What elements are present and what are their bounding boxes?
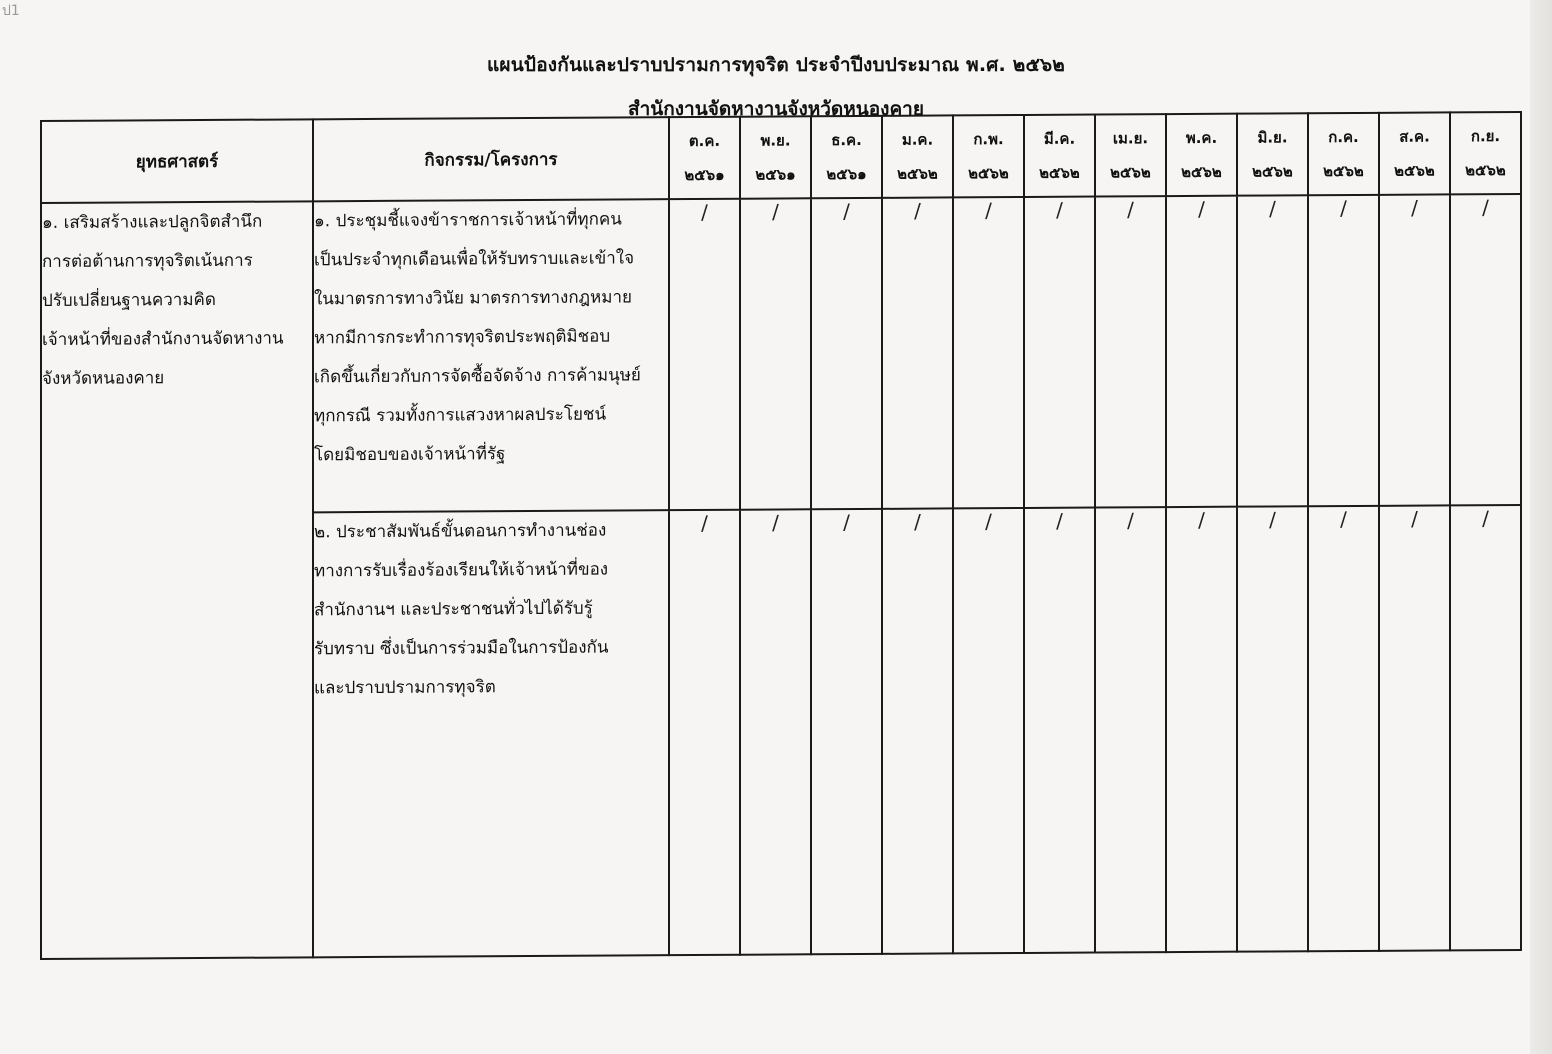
month-header-feb xyxy=(953,115,1024,197)
schedule-mark: / xyxy=(1024,197,1095,508)
schedule-mark: / xyxy=(1379,194,1450,505)
month-year: ๒๕๖๒ xyxy=(1323,161,1364,181)
schedule-mark: / xyxy=(953,197,1024,508)
month-year: ๒๕๖๑ xyxy=(755,165,796,184)
schedule-mark: / xyxy=(1450,505,1521,950)
strategy-cell: ๑. เสริมสร้างและปลูกจิตสำนึก การต่อต้านการทุจริตเน้นการ ปรับเปลี่ยนฐานความคิด เจ้าหน้าที่ของสำนักงานจัดหางาน จังหวัดหนองคาย xyxy=(41,201,313,959)
document-subtitle: สำนักงานจัดหางานจังหวัดหนองคาย xyxy=(628,98,924,120)
schedule-mark: / xyxy=(1166,196,1237,507)
schedule-mark: / xyxy=(953,508,1024,953)
schedule-mark: / xyxy=(1237,195,1308,506)
schedule-mark: / xyxy=(1308,506,1379,951)
month-name: ก.พ. xyxy=(973,130,1004,149)
month-header-apr xyxy=(1095,114,1166,196)
schedule-mark: / xyxy=(1308,195,1379,506)
month-name: ก.ย. xyxy=(1470,127,1501,146)
schedule-mark: / xyxy=(1095,196,1166,507)
month-name: พ.ย. xyxy=(760,131,791,150)
schedule-mark: / xyxy=(1237,506,1308,951)
schedule-mark: / xyxy=(669,510,740,955)
activity-header: กิจกรรม/โครงการ xyxy=(313,117,669,201)
month-header-sep xyxy=(1450,112,1521,194)
month-header-nov xyxy=(740,116,811,198)
schedule-mark: / xyxy=(882,197,953,508)
activity-cell: ๒. ประชาสัมพันธ์ขั้นตอนการทำงานช่อง ทางการรับเรื่องร้องเรียนให้เจ้าหน้าที่ของ สำนักงานฯ และประชาชนทั่วไปได้รับรู้ รับทราบ ซึ่งเป็นการร่วมมือในการป้องกัน และปราบปรามการทุจริต xyxy=(313,510,669,957)
schedule-mark: / xyxy=(1024,508,1095,953)
schedule-mark: / xyxy=(1379,505,1450,950)
month-year: ๒๕๖๑ xyxy=(684,165,725,185)
strategy-header: ยุทธศาสตร์ xyxy=(41,119,313,203)
activity-cell: ๑. ประชุมชี้แจงข้าราชการเจ้าหน้าที่ทุกคน เป็นประจำทุกเดือนเพื่อให้รับทราบและเข้าใจ ในมาตรการทางวินัย มาตรการทางกฎหมาย หากมีการกระทำการทุจริตประพฤติมิชอบ เกิดขึ้นเกี่ยวกับการจัดซื้อจัดจ้าง การค้ามนุษย์ ทุกกรณี รวมทั้งการแสวงหาผลประโยชน์ โดยมิชอบของเจ้าหน้าที่รัฐ xyxy=(313,199,669,512)
month-header-dec xyxy=(811,116,882,198)
month-header-oct xyxy=(669,117,740,199)
paper-edge xyxy=(1530,0,1552,1054)
month-header-may xyxy=(1166,114,1237,196)
schedule-mark: / xyxy=(1166,507,1237,952)
month-name: พ.ค. xyxy=(1185,128,1218,148)
month-header-aug xyxy=(1379,112,1450,194)
schedule-mark: / xyxy=(811,198,882,509)
schedule-mark: / xyxy=(1450,194,1521,505)
table-row xyxy=(41,194,1521,514)
month-header-jun xyxy=(1237,113,1308,195)
month-name: ต.ค. xyxy=(688,131,721,151)
table-header-row xyxy=(41,112,1521,203)
month-header-mar xyxy=(1024,115,1095,197)
month-year: ๒๕๖๒ xyxy=(1252,162,1293,181)
schedule-mark: / xyxy=(811,509,882,954)
month-year: ๒๕๖๒ xyxy=(1181,162,1222,182)
month-year: ๒๕๖๒ xyxy=(1110,163,1151,182)
month-name: มิ.ย. xyxy=(1257,128,1288,147)
plan-table xyxy=(40,111,1522,960)
month-name: เม.ย. xyxy=(1112,129,1149,148)
month-header-jan xyxy=(882,115,953,197)
month-name: มี.ค. xyxy=(1043,129,1076,148)
month-year: ๒๕๖๒ xyxy=(1394,161,1435,180)
month-year: ๒๕๖๑ xyxy=(826,164,867,184)
schedule-mark: / xyxy=(1095,507,1166,952)
month-name: ส.ค. xyxy=(1399,127,1430,146)
month-year: ๒๕๖๒ xyxy=(1465,161,1506,180)
month-year: ๒๕๖๒ xyxy=(897,164,938,183)
document-title: แผนป้องกันและปราบปรามการทุจริต ประจำปีงบประมาณ พ.ศ. ๒๕๖๒ xyxy=(486,54,1066,76)
month-header-jul xyxy=(1308,113,1379,195)
page-mark: ป1 xyxy=(2,3,20,19)
schedule-mark: / xyxy=(740,198,811,509)
month-name: ธ.ค. xyxy=(831,130,862,150)
month-year: ๒๕๖๒ xyxy=(1039,163,1080,182)
month-year: ๒๕๖๒ xyxy=(968,164,1009,183)
month-name: ก.ค. xyxy=(1328,127,1359,147)
schedule-mark: / xyxy=(669,199,740,510)
month-name: ม.ค. xyxy=(901,130,934,149)
schedule-mark: / xyxy=(882,508,953,953)
schedule-mark: / xyxy=(740,509,811,954)
